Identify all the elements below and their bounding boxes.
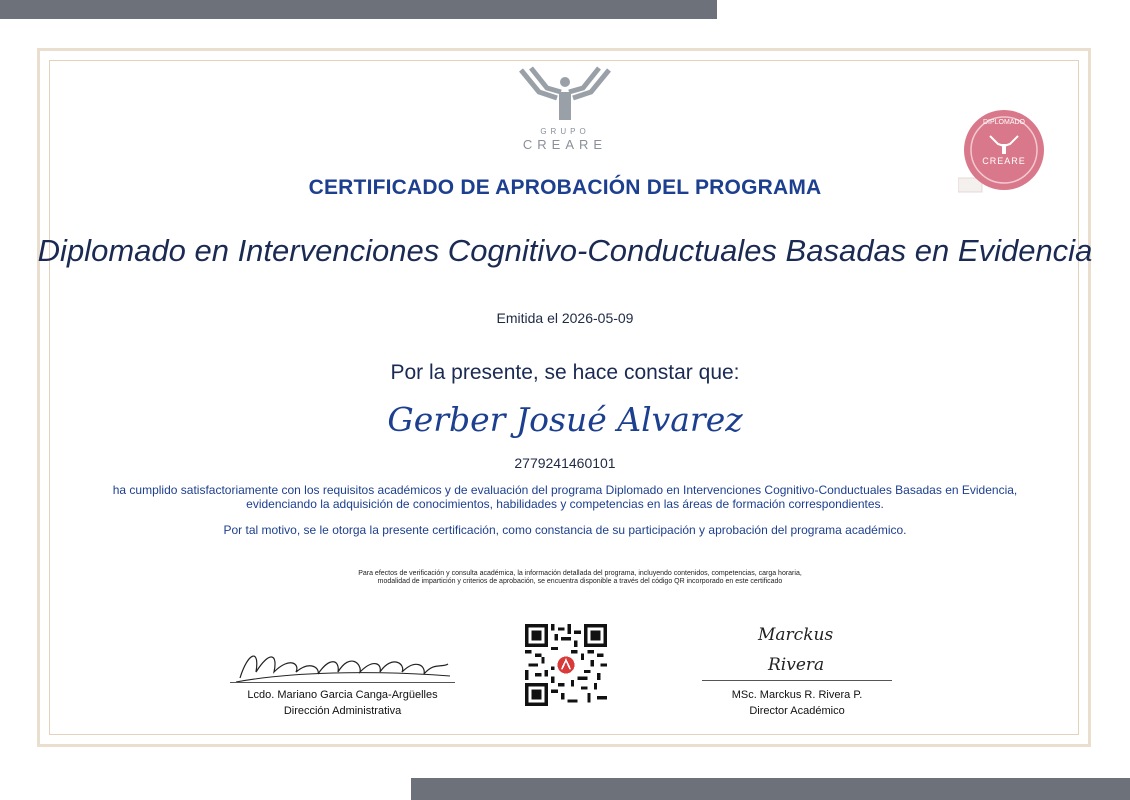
top-decorative-bar — [0, 0, 717, 19]
right-signature-script-1: Marckus — [758, 625, 834, 645]
logo-creare-text: CREARE — [522, 137, 608, 152]
right-signatory — [697, 687, 897, 719]
bottom-decorative-bar — [411, 778, 1130, 800]
qr-code-icon — [525, 624, 607, 706]
left-signature-image — [230, 642, 455, 687]
grupo-creare-logo — [515, 62, 615, 157]
right-signature-script-2: Rivera — [768, 655, 825, 675]
left-signatory-name: Lcdo. Mariano Garcia Canga-Argüelles — [247, 689, 438, 701]
recipient-id: 2779241460101 — [514, 455, 616, 471]
intro-statement: Por la presente, se hace constar que: — [390, 361, 740, 384]
left-signature-line — [230, 682, 455, 683]
completion-statement: ha cumplido satisfactoriamente con los requisitos académicos y de evaluación del programa Diplomado en Intervenciones Cognitivo-Conductuales Basadas en Evidencia, evidenciando la adquisición de conocimientos, habilidades y competencias en las áreas de formación correspondientes. — [112, 483, 1018, 511]
right-signature-image — [750, 620, 850, 680]
right-signature-scribble — [750, 620, 850, 680]
issue-date: Emitida el 2026-05-09 — [496, 310, 634, 326]
verification-note: Para efectos de verificación y consulta académica, la información detallada del programa, incluyendo contenidos, competencias, carga horaria, modalidad de impartición y criterios de aprobación, se encuentra disponible a través del código QR incorporado en este certificado — [358, 570, 802, 585]
seal-brand-text: CREARE — [982, 156, 1026, 166]
recipient-name: Gerber Josué Alvarez — [387, 400, 743, 439]
left-signatory — [220, 687, 465, 719]
verification-qr-code[interactable] — [525, 624, 607, 706]
logo-emblem-icon — [515, 62, 615, 124]
award-statement: Por tal motivo, se le otorga la presente certificación, como constancia de su participación y aprobación del programa académico. — [223, 523, 907, 537]
seal-top-text: DIPLOMADO — [982, 119, 1026, 126]
right-signatory-role: Director Académico — [749, 705, 845, 717]
left-signatory-role: Dirección Administrativa — [283, 705, 402, 717]
logo-grupo-text: GRUPO — [540, 127, 590, 136]
program-title: Diplomado en Intervenciones Cognitivo-Conductuales Basadas en Evidencia — [37, 233, 1093, 268]
right-signature-line — [702, 680, 892, 681]
certificate-heading: CERTIFICADO DE APROBACIÓN DEL PROGRAMA — [308, 176, 822, 199]
right-signatory-name: MSc. Marckus R. Rivera P. — [731, 689, 863, 701]
left-signature-scribble — [230, 642, 455, 687]
